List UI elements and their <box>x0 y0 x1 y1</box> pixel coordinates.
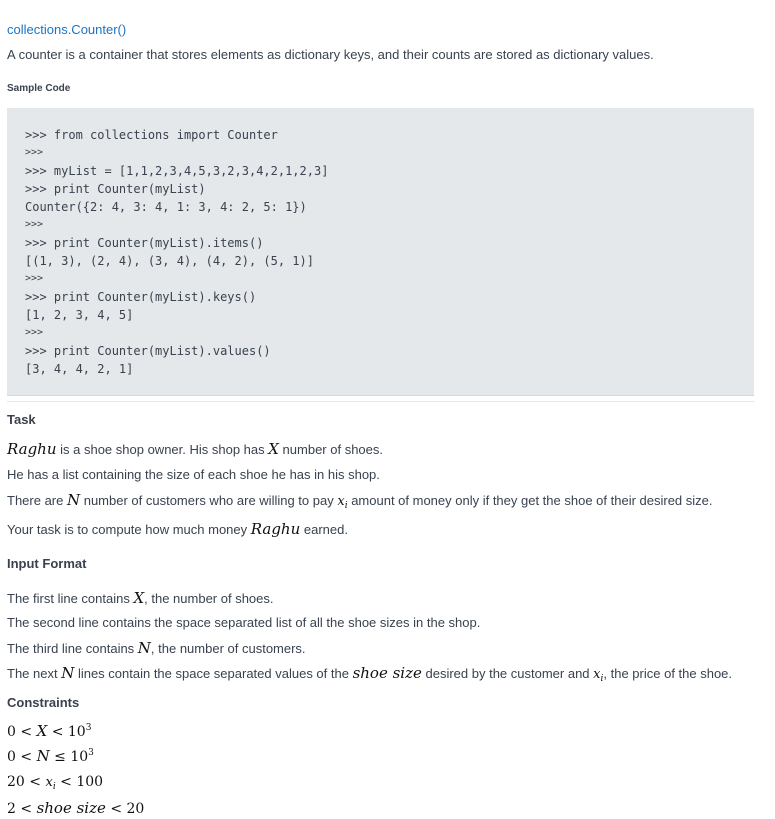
task-paragraph-2: He has a list containing the size of each shoe he has in his shop. <box>7 467 380 482</box>
math-var: X <box>36 722 48 740</box>
math-name: Raghu <box>7 440 57 458</box>
math-name: Raghu <box>250 520 301 538</box>
input-line-3: The third line contains N, the number of customers. <box>7 639 306 657</box>
math-subscript: i <box>344 501 348 511</box>
section-divider <box>7 401 754 402</box>
sample-code-block <box>7 108 754 396</box>
task-paragraph-4: Your task is to compute how much money Raghu earned. <box>7 520 348 538</box>
code-line: Counter({2: 4, 3: 4, 1: 3, 4: 2, 5: 1}) <box>25 200 307 214</box>
input-line-4: The next N lines contain the space separated values of the shoe size desired by the customer and $x_i$, the price of the shoe. <box>7 664 733 684</box>
input-line-1: The first line contains X, the number of shoes. <box>7 589 274 607</box>
code-line: >>> print Counter(myList).items() <box>25 236 264 250</box>
code-line: [3, 4, 4, 2, 1] <box>25 362 134 376</box>
constraints-heading: Constraints <box>7 695 80 710</box>
math-var: N <box>66 491 81 509</box>
math-term: shoe size <box>352 664 422 682</box>
input-line-2: The second line contains the space separated list of all the shoe sizes in the shop. <box>7 615 481 630</box>
math-exponent: 3 <box>88 748 94 758</box>
code-line: [(1, 3), (2, 4), (3, 4), (4, 2), (5, 1)] <box>25 254 314 268</box>
math-subscript: i <box>600 674 604 684</box>
code-line: [1, 2, 3, 4, 5] <box>25 308 134 322</box>
counter-doc-link[interactable]: collections.Counter() <box>7 22 127 37</box>
code-line: >>> print Counter(myList).keys() <box>25 290 257 304</box>
math-var: X <box>133 589 145 607</box>
task-paragraph-3: There are N number of customers who are willing to pay $x_i$ amount of money only if they get the shoe of their desired size. <box>7 491 713 511</box>
code-line: >>> print Counter(myList).values() <box>25 344 271 358</box>
sample-code-label: Sample Code <box>7 83 71 94</box>
code-line: >>> <box>25 327 44 338</box>
math-var: N <box>36 747 50 765</box>
math-var: x <box>593 667 601 682</box>
math-var: x <box>45 775 53 790</box>
code-line: >>> from collections import Counter <box>25 128 278 142</box>
code-line: >>> <box>25 219 44 230</box>
constraint-2: $0 < N \le 10^3$ <box>7 747 94 765</box>
code-line: >>> <box>25 273 44 284</box>
code-line: >>> myList = [1,1,2,3,4,5,3,2,3,4,2,1,2,3] <box>25 164 329 178</box>
intro-paragraph: A counter is a container that stores elements as dictionary keys, and their counts are stored as dictionary values. <box>7 47 654 62</box>
code-line: >>> <box>25 147 44 158</box>
task-heading: Task <box>7 412 36 427</box>
code-line: >>> print Counter(myList) <box>25 182 206 196</box>
math-subscript: i <box>52 782 56 792</box>
constraint-4: 2 < shoe size < 20 <box>7 799 145 817</box>
math-var: N <box>61 664 75 682</box>
math-exponent: 3 <box>85 723 92 733</box>
constraint-1: $0 < X < 10^3$ <box>7 722 92 740</box>
task-paragraph-1: Raghu is a shoe shop owner. His shop has X number of shoes. <box>7 440 383 458</box>
math-var: x <box>337 494 345 509</box>
math-var: N <box>137 639 151 657</box>
input-format-heading: Input Format <box>7 556 87 571</box>
math-var: X <box>268 440 279 458</box>
math-term: shoe size <box>36 799 106 817</box>
constraint-3: $20 < x_i < 100$ <box>7 774 104 792</box>
